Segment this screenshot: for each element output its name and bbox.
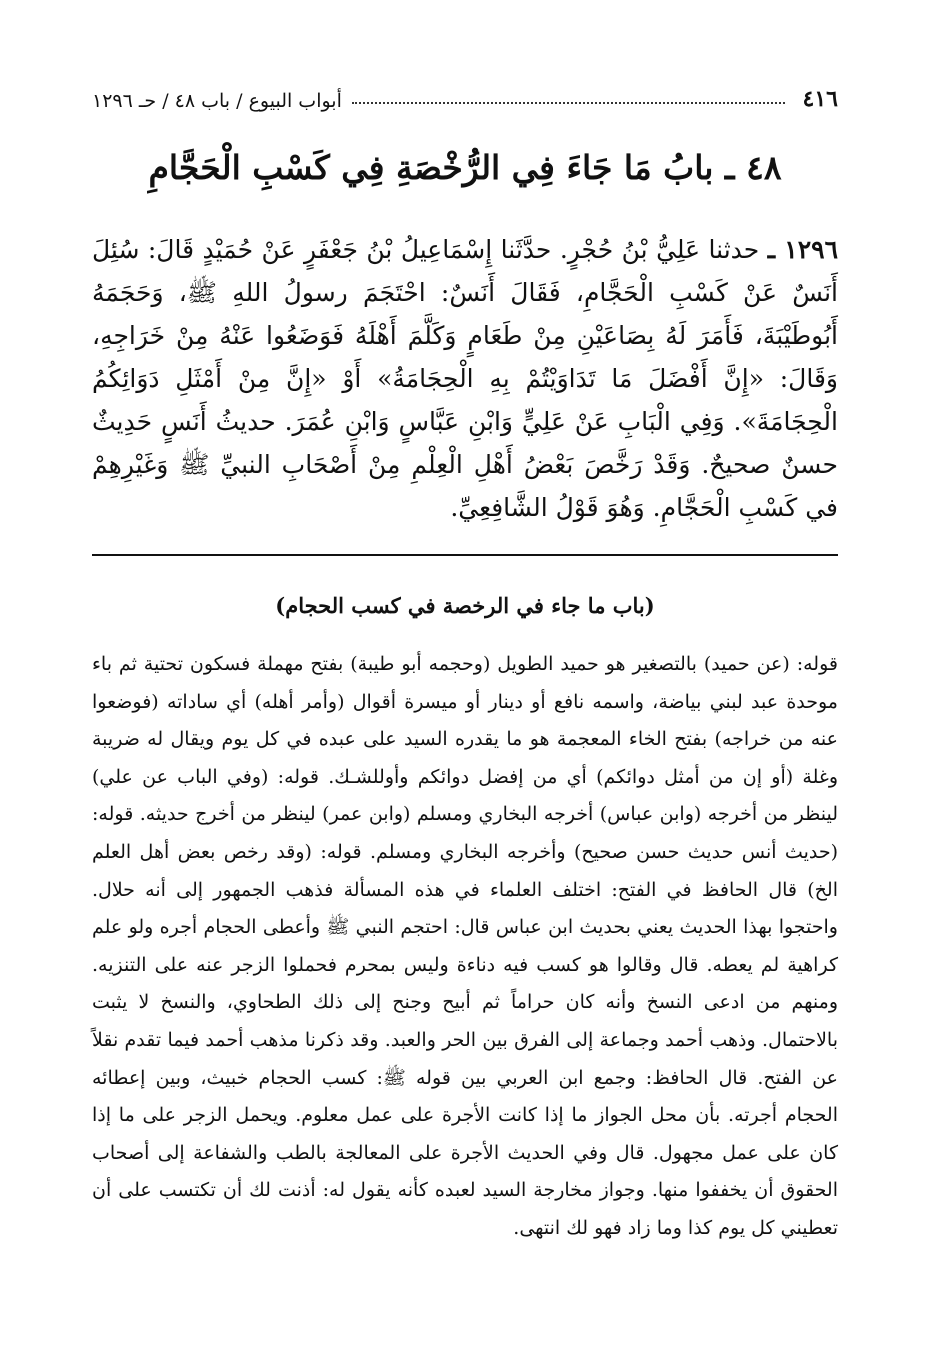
footnote-separator [92,554,838,556]
hadith-number: ١٢٩٦ ـ [767,235,838,264]
commentary-paragraph: قوله: (عن حميد) بالتصغير هو حميد الطويل (وحجمه أبو طيبة) بفتح مهملة فسكون تحتية ثم باء موحدة عبد لبني بياضة، واسمه نافع أو دينار أو ميسرة أقوال (وأمر أهله) أي ساداته (فوضعوا عنه من خراجه) بفتح الخاء المعجمة هو ما يقدره السيد على عبده في كل يوم ويقال له ضريبة وغلة (أو إن من أمثل دوائكم) أي من إفضل دوائكم وأوللشـك. قوله: (وفي الباب عن علي) لينظر من أخرجه (وابن عباس) أخرجه البخاري ومسلم (وابن عمر) لينظر من أخرج حديثه. قوله: (حديث أنس حديث حسن صحيح) وأخرجه البخاري ومسلم. قوله: (وقد رخص بعض أهل العلم الخ) قال الحافظ في الفتح: اختلف العلماء في هذه المسألة فذهب الجمهور إلى أنه حلال. واحتجوا بهذا الحديث يعني بحديث ابن عباس قال: احتجم النبي ﷺ وأعطى الحجام أجره ولو علم كراهية لم يعطه. قال وقالوا هو كسب فيه دناءة وليس بمحرم فحملوا الزجر عنه على التنزيه. ومنهم من ادعى النسخ وأنه كان حراماً ثم أبيح وجنح إلى ذلك الطحاوي، والنسخ لا يثبت بالاحتمال. وذهب أحمد وجماعة إلى الفرق بين الحر والعبد. وقد ذكرنا مذهب أحمد فيما تقدم نقلاً عن الفتح. قال الحافظ: وجمع ابن العربي بين قوله ﷺ: كسب الحجام خبيث، وبين إعطائه الحجام أجرته. بأن محل الجواز ما إذا كانت الأجرة على عمل معلوم. ويحمل الزجر على ما إذا كان على عمل مجهول. قال وفي الحديث الأجرة على المعالجة بالطب والشفاعة إلى أصحاب الحقوق أن يخففوا منها. وجواز مخارجة السيد لعبده كأنه يقول له: أذنت لك أن تكتسب على أن تعطيني كل يوم كذا وما زاد فهو لك انتهى. [92,653,838,1239]
running-title: أبواب البيوع / باب ٤٨ / حـ ١٢٩٦ [92,90,342,112]
hadith-paragraph [92,228,838,529]
hadith-text: حدثنا عَلِيُّ بْنُ حُجْرٍ. حدَّثَنا إِسْمَاعِيلُ بْنُ جَعْفَرٍ عَنْ حُمَيْدٍ قَالَ: سُئِلَ أَنَسٌ عَنْ كَسْبِ الْحَجَّامِ، فَقَالَ أَنَسٌ: احْتَجَمَ رسولُ اللهِ ﷺ، وَحَجَمَهُ أَبُوطَيْبَةَ، فَأَمَرَ لَهُ بِصَاعَيْنِ مِنْ طَعَامٍ وَكَلَّمَ أَهْلَهُ فَوَضَعُوا عَنْهُ مِنْ خَرَاجِهِ، وَقَالَ: «إِنَّ أَفْضَلَ مَا تَدَاوَيْتُمْ بِهِ الْحِجَامَةُ» أَوْ «إِنَّ مِنْ أَمْثَلِ دَوَائِكُمُ الْحِجَامَةَ». وَفِي الْبَابِ عَنْ عَلِيٍّ وَابْنِ عَبَّاسٍ وَابْنِ عُمَرَ. حديثُ أَنَسٍ حَدِيثٌ حسنٌ صحيحٌ. وَقَدْ رَخَّصَ بَعْضُ أَهْلِ الْعِلْمِ مِنْ أَصْحَابِ النبيِّ ﷺ وَغَيْرِهِمْ في كَسْبِ الْحَجَّامِ. وَهُوَ قَوْلُ الشَّافِعِيِّ. [92,235,838,522]
header-dot-leader [352,102,785,104]
page-number: ٤١٦ [802,86,838,112]
chapter-title: ٤٨ ـ بابُ مَا جَاءَ فِي الرُّخْصَةِ فِي كَسْبِ الْحَجَّامِ [148,148,782,187]
commentary-title: (باب ما جاء في الرخصة في كسب الحجام) [275,593,655,618]
running-header [92,78,838,112]
